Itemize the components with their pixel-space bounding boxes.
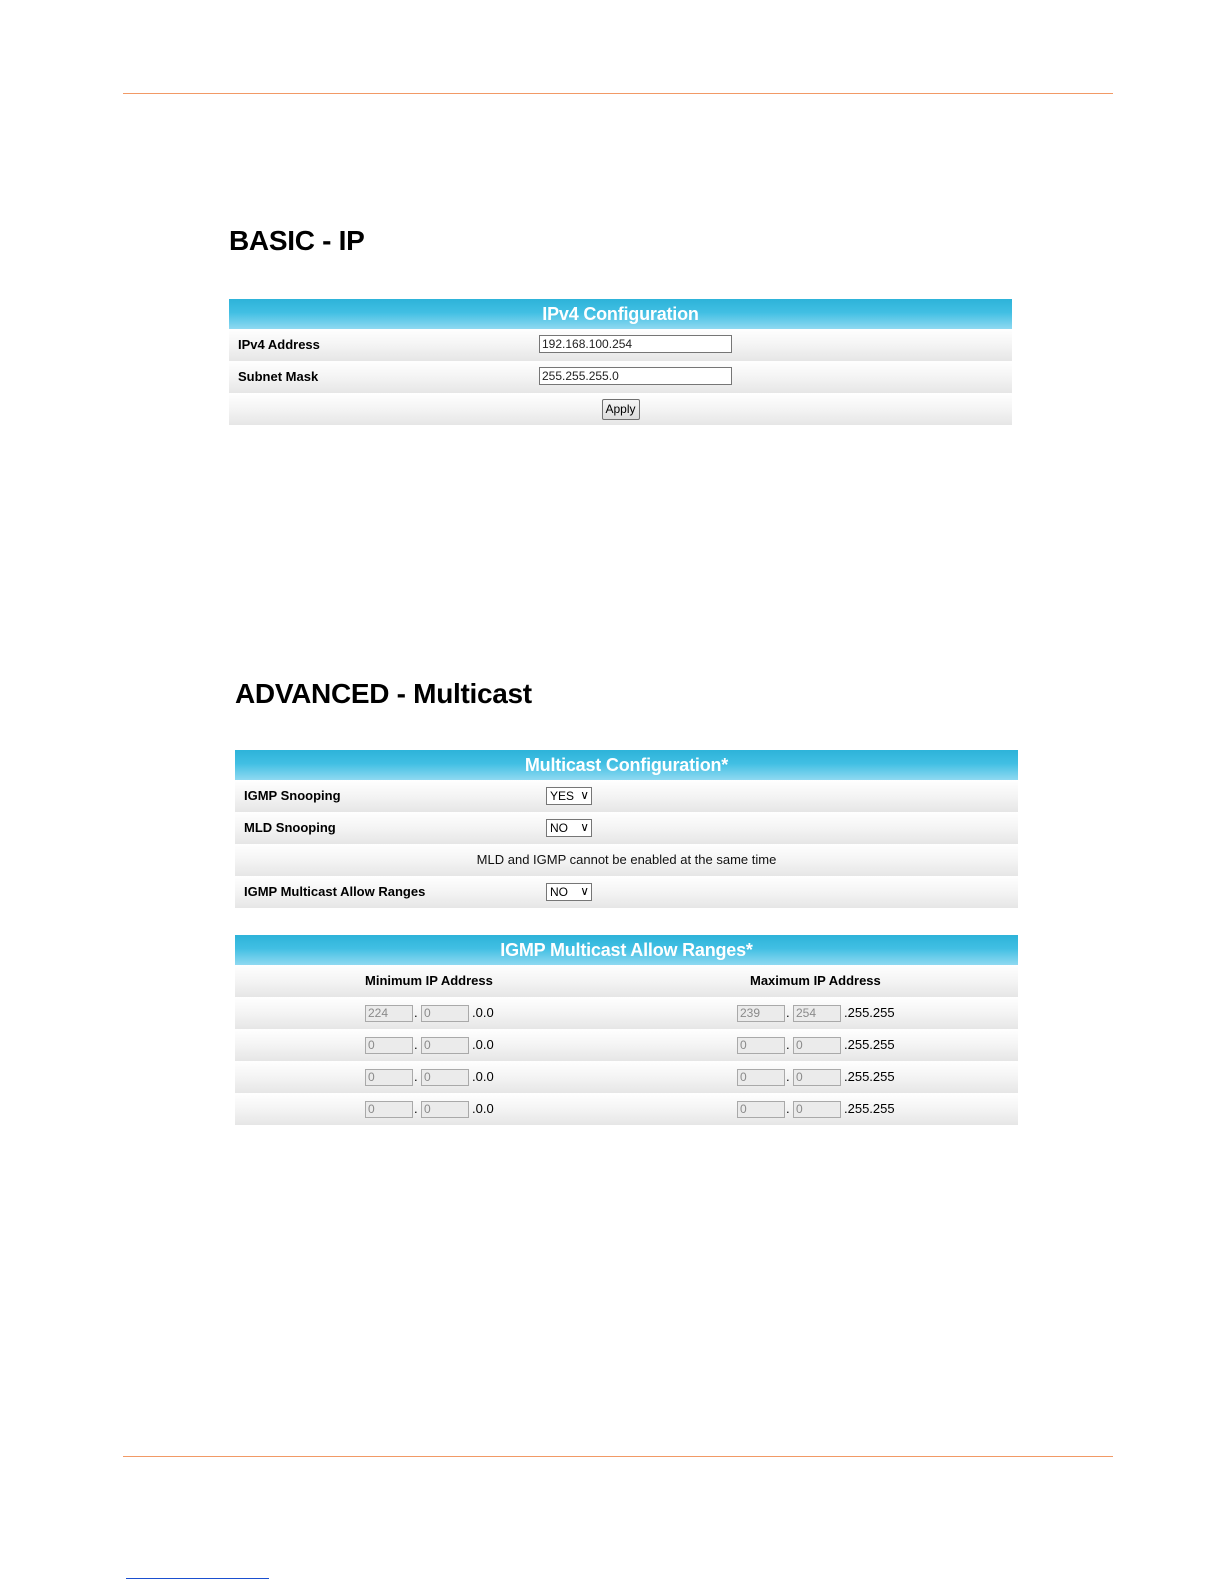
max-ip-octet-1[interactable] — [737, 1005, 785, 1022]
min-ip-octet-1[interactable] — [365, 1069, 413, 1086]
footer-rule — [123, 1456, 1113, 1457]
max-ip-suffix: .255.255 — [844, 1101, 895, 1116]
min-ip-suffix: .0.0 — [472, 1069, 494, 1084]
min-ip-octet-2[interactable] — [421, 1069, 469, 1086]
subnet-mask-label: Subnet Mask — [238, 369, 319, 384]
igmp-snooping-select[interactable] — [546, 787, 592, 805]
page-title-basic-ip: BASIC - IP — [229, 225, 365, 256]
octet-separator: . — [414, 1101, 418, 1116]
mld-igmp-note: MLD and IGMP cannot be enabled at the same time — [476, 852, 777, 867]
ipv4-address-row — [229, 329, 1012, 361]
igmp-snooping-value: YES — [550, 789, 575, 803]
min-ip-suffix: .0.0 — [472, 1005, 494, 1020]
header-rule — [123, 93, 1113, 94]
mld-snooping-select[interactable] — [546, 819, 592, 837]
igmp-snooping-label: IGMP Snooping — [244, 788, 341, 803]
ipv4-address-label: IPv4 Address — [238, 337, 320, 352]
octet-separator: . — [414, 1037, 418, 1052]
min-ip-suffix: .0.0 — [472, 1101, 494, 1116]
minimum-ip-header: Minimum IP Address — [365, 973, 493, 988]
table-row — [235, 1093, 1018, 1125]
mld-igmp-note-row — [235, 844, 1018, 876]
max-ip-octet-2[interactable] — [793, 1069, 841, 1086]
min-ip-octet-1[interactable] — [365, 1101, 413, 1118]
octet-separator: . — [414, 1005, 418, 1020]
max-ip-suffix: .255.255 — [844, 1037, 895, 1052]
igmp-allow-ranges-label: IGMP Multicast Allow Ranges — [244, 884, 426, 899]
igmp-allow-ranges-value: NO — [550, 885, 568, 899]
chevron-down-icon: ∨ — [580, 820, 589, 834]
min-ip-octet-2[interactable] — [421, 1101, 469, 1118]
ipv4-address-input[interactable] — [539, 335, 732, 353]
ipv4-configuration-panel — [229, 299, 1012, 425]
octet-separator: . — [786, 1037, 790, 1052]
table-row — [235, 1061, 1018, 1093]
page-title-advanced-multicast: ADVANCED - Multicast — [235, 678, 532, 709]
max-ip-octet-2[interactable] — [793, 1005, 841, 1022]
footer-link-underline — [126, 1578, 269, 1579]
subnet-mask-row — [229, 361, 1012, 393]
chevron-down-icon: ∨ — [580, 884, 589, 898]
apply-button[interactable]: Apply — [601, 399, 639, 420]
subnet-mask-input[interactable] — [539, 367, 732, 385]
multicast-configuration-panel — [235, 750, 1018, 908]
table-row — [235, 1029, 1018, 1061]
ipv4-configuration-header: IPv4 Configuration — [229, 299, 1012, 329]
table-row — [235, 997, 1018, 1029]
maximum-ip-header: Maximum IP Address — [750, 973, 881, 988]
multicast-configuration-header: Multicast Configuration* — [235, 750, 1018, 780]
ranges-column-header-row — [235, 965, 1018, 997]
igmp-snooping-row — [235, 780, 1018, 812]
max-ip-octet-1[interactable] — [737, 1101, 785, 1118]
max-ip-suffix: .255.255 — [844, 1069, 895, 1084]
octet-separator: . — [786, 1101, 790, 1116]
min-ip-octet-2[interactable] — [421, 1005, 469, 1022]
mld-snooping-value: NO — [550, 821, 568, 835]
max-ip-suffix: .255.255 — [844, 1005, 895, 1020]
apply-row — [229, 393, 1012, 425]
min-ip-octet-1[interactable] — [365, 1037, 413, 1054]
max-ip-octet-2[interactable] — [793, 1037, 841, 1054]
max-ip-octet-2[interactable] — [793, 1101, 841, 1118]
min-ip-suffix: .0.0 — [472, 1037, 494, 1052]
max-ip-octet-1[interactable] — [737, 1037, 785, 1054]
octet-separator: . — [786, 1069, 790, 1084]
igmp-allow-ranges-row — [235, 876, 1018, 908]
min-ip-octet-1[interactable] — [365, 1005, 413, 1022]
max-ip-octet-1[interactable] — [737, 1069, 785, 1086]
mld-snooping-row — [235, 812, 1018, 844]
chevron-down-icon: ∨ — [580, 788, 589, 802]
igmp-allow-ranges-header: IGMP Multicast Allow Ranges* — [235, 935, 1018, 965]
igmp-allow-ranges-select[interactable] — [546, 883, 592, 901]
octet-separator: . — [414, 1069, 418, 1084]
min-ip-octet-2[interactable] — [421, 1037, 469, 1054]
mld-snooping-label: MLD Snooping — [244, 820, 336, 835]
igmp-allow-ranges-panel — [235, 935, 1018, 1125]
octet-separator: . — [786, 1005, 790, 1020]
